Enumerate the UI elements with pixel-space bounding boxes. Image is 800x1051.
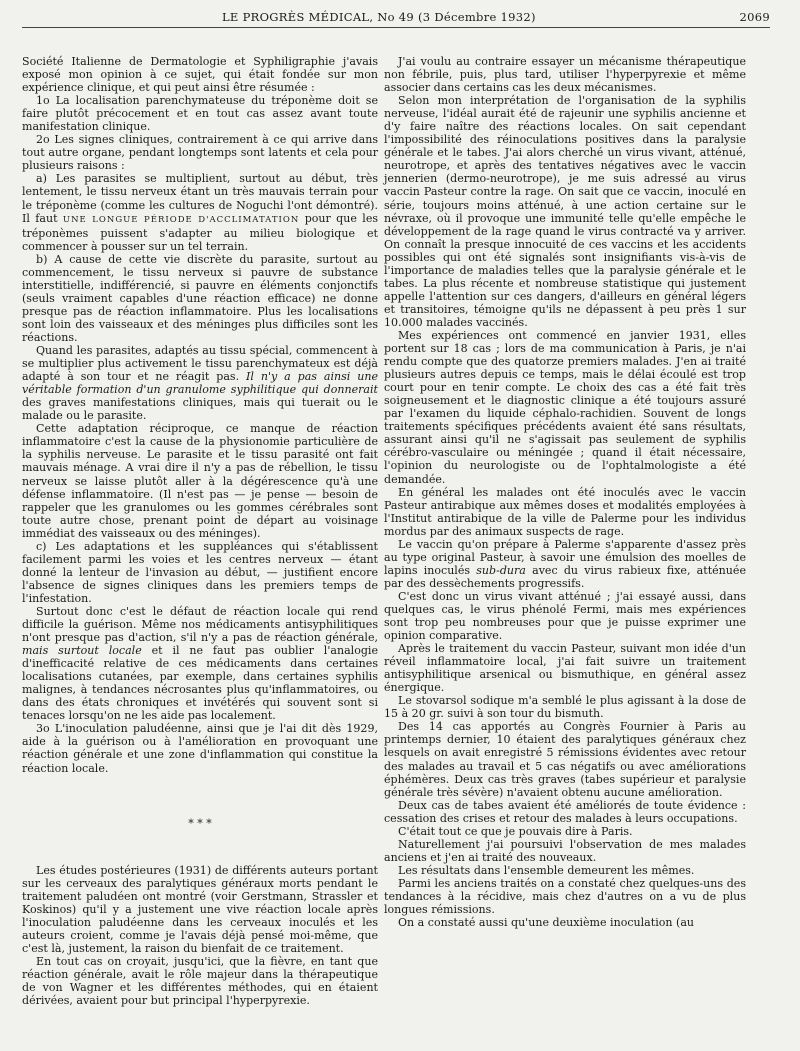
paragraph: c) Les adaptations et les suppléances qui s'établissent facilement parmi les voies et les centres nerveux — étant donné la lenteur de l'invasion au début, — justifient encore l'absence de signes cliniques dans les premiers temps de l'infestation. <box>22 539 378 605</box>
text-run: des graves manifestations cliniques, mais qui tuerait ou le malade ou le parasite. <box>22 396 378 423</box>
paragraph: Naturellement j'ai poursuivi l'observation de mes malades anciens et j'en ai traité des nouveaux. <box>384 837 746 864</box>
paragraph: Des 14 cas apportés au Congrès Fournier à Paris au printemps dernier, 10 étaient des paralytiques généraux chez lesquels on avait enregistré 5 rémissions évidentes avec retour des malades au travail et 5 cas négatifs ou avec améliorations éphémères. Deux cas très graves (tabes supérieur et paralysie générale très sévère) n'avaient obtenu aucune amélioration. <box>384 720 746 799</box>
text-run: Le vaccin qu'on prépare à Palerme s'apparente d'assez près au type original Pasteur, à savoir une émulsion des moelles de lapins inoculés <box>384 537 746 577</box>
paragraph: En général les malades ont été inoculés avec le vaccin Pasteur antirabique aux mêmes doses et modalités employées à l'Institut antirabique de la ville de Palerme pour les individus mordus par des animaux suspects de rage. <box>384 485 746 538</box>
italic-emphasis: mais surtout locale <box>22 644 142 658</box>
text-run: pour que les tréponèmes puissent s'adapter au milieu biologique et commencer à pousser sur un tel terrain. <box>22 211 379 253</box>
small-caps-emphasis: UNE LONGUE PÉRIODE D'ACCLIMATATION <box>62 214 300 225</box>
paragraph <box>22 172 378 252</box>
right-column <box>384 55 746 929</box>
paragraph: J'ai voulu au contraire essayer un mécanisme thérapeutique non fébrile, puis, plus tard, utiliser l'hyperpyrexie et même associer dans certains cas les deux mécanismes. <box>384 55 746 95</box>
paragraph: Société Italienne de Dermatologie et Syphiligraphie j'avais exposé mon opinion à ce sujet, qui était fondée sur mon expérience clinique, et qui peut ainsi être résumée : <box>22 55 378 95</box>
paragraph: 2o Les signes cliniques, contrairement à ce qui arrive dans tout autre organe, pendant longtemps sont latents et cela pour plusieurs raisons : <box>22 133 378 173</box>
paragraph: b) A cause de cette vie discrète du parasite, surtout au commencement, le tissu nerveux si pauvre de substance interstitielle, indifférencié, si pauvre en éléments conjonctifs (seuls vraiment capables d'une réaction efficace) ne donne presque pas de réaction inflammatoire. Plus les localisations sont loin des vaisseaux et des méninges plus difficiles sont les réactions. <box>22 252 378 344</box>
paragraph: 1o La localisation parenchymateuse du tréponème doit se faire plutôt précocement et en tout cas assez avant toute manifestation clinique. <box>22 94 378 134</box>
page-number: 2069 <box>739 10 770 24</box>
running-header <box>22 6 770 28</box>
paragraph: Les études postérieures (1931) de différents auteurs portant sur les cerveaux des paralytiques généraux morts pendant le traitement paludéen ont montré (voir Gerstmann, Strassler et Koskinos) qu'il y a justement une vive réaction locale après l'inoculation paludéenne dans les cerveaux inoculés et les auteurs croient, comme je l'avais déjà pensé moi-même, que c'est là, justement, la raison du bienfait de ce traitement. <box>22 863 378 955</box>
paragraph <box>22 605 378 722</box>
text-run: avec du virus rabieux fixe, atténuée par des dessèchements progressifs. <box>384 563 746 590</box>
left-column <box>22 55 378 1007</box>
paragraph: Selon mon interprétation de l'organisation de la syphilis nerveuse, l'idéal aurait été de rajeunir une syphilis ancienne et d'y faire naître des réactions locales. On sait cependant l'impossibilité des réinoculations positives dans la paralysie générale et le tabes. J'ai alors cherché un virus vivant, atténué, neurotrope, et après des tentatives négatives avec le vaccin jennerien (dermo-neurotrope), je me suis adressé au virus vaccin Pasteur contre la rage. On sait que ce vaccin, inoculé en série, toujours moins atténué, à une action certaine sur le névraxe, où il provoque une immunité telle qu'elle empêche le développement de la rage quand le virus contracté va y arriver. On connaît la presque innocuité de ces vaccins et les accidents possibles qui ont été signalés sont insignifiants vis-à-vis de l'importance de maladies telles que la paralysie générale et le tabes. La plus récente et nombreuse statistique qui justement appelle l'attention sur ces dangers, d'ailleurs en général légers et transitoires, témoigne qu'ils ne dépassent à peu près 1 sur 10.000 malades vaccinés. <box>384 94 746 329</box>
section-separator: * * * <box>188 816 212 830</box>
paragraph <box>22 344 378 422</box>
journal-title: LE PROGRÈS MÉDICAL, No 49 (3 Décembre 1932) <box>222 10 536 24</box>
paragraph: Les résultats dans l'ensemble demeurent les mêmes. <box>398 863 695 877</box>
paragraph: Deux cas de tabes avaient été améliorés de toute évidence : cessation des crises et retour des malades à leurs occupations. <box>384 798 746 825</box>
paragraph: C'est donc un virus vivant atténué ; j'ai essayé aussi, dans quelques cas, le virus phénolé Fermi, mais mes expériences sont trop peu nombreuses pour que je puisse exprimer une opinion comparative. <box>384 589 746 643</box>
paragraph: Cette adaptation réciproque, ce manque de réaction inflammatoire c'est la cause de la physionomie particulière de la syphilis nerveuse. Le parasite et le tissu parasité ont fait mauvais ménage. A vrai dire il n'y a pas de rébellion, le tissu nerveux se laisse plutôt aller à la dégérescence qu'à une défense inflammatoire. (Il n'est pas — je pense — besoin de rappeler que les granulomes ou les gommes cérébrales sont toute autre chose, prenant point de départ au voisinage immédiat des vaisseaux ou des méninges). <box>22 422 378 540</box>
paragraph: Après le traitement du vaccin Pasteur, suivant mon idée d'un réveil inflammatoire local, j'ai fait suivre un traitement antisyphilitique arsenical ou bismuthique, en général assez énergique. <box>384 642 746 695</box>
paragraph: Parmi les anciens traités on a constaté chez quelques-uns des tendances à la récidive, mais chez d'autres on a vu de plus longues rémissions. <box>384 876 746 917</box>
text-run: et il ne faut pas oublier l'analogie d'inefficacité relative de ces médicaments dans certaines localisations cutanées, par exemple, dans certaines syphilis malignes, à tendances nécrosantes plus qu'inflammatoires, ou dans des états chroniques et invétérés qui souvent sont si tenaces lorsqu'on ne les aide pas localement. <box>22 644 378 723</box>
paragraph: Mes expériences ont commencé en janvier 1931, elles portent sur 18 cas ; lors de ma communication à Paris, je n'ai rendu compte que des quatorze premiers malades. J'en ai traité plusieurs autres depuis ce temps, mais le délai écoulé est trop court pour en tenir compte. Le choix des cas a été fait très soigneusement et le diagnostic clinique a été toujours assuré par l'examen du liquide céphalo-rachidien. Souvent de longs traitements spécifiques précédents avaient été sans résultats, assurant ainsi qu'il ne s'agissait pas seulement de syphilis cérébro-vasculaire ou méningée ; quand il était nécessaire, l'opinion du neurologiste ou de l'ophtalmologiste a été demandée. <box>384 328 746 486</box>
paragraph: On a constaté aussi qu'une deuxième inoculation (au <box>398 916 695 930</box>
paragraph: Le stovarsol sodique m'a semblé le plus agissant à la dose de 15 à 20 gr. suivi à son tour du bismuth. <box>384 694 746 721</box>
text-run: Quand les parasites, adaptés au tissu spécial, commencent à se multiplier plus activement le tissu parenchymateux est déjà adapté à son tour et ne réagit pas. <box>22 344 378 384</box>
text-run: a) Les parasites se multiplient, surtout au début, très lentement, le tissu nerveux étant un très mauvais terrain pour le tréponème (comme les cultures de Noguchi l'ont démontré). Il faut <box>22 172 378 225</box>
text-run: Surtout donc c'est le défaut de réaction locale qui rend difficile la guérison. Même nos médicaments antisyphilitiques n'ont presque pas d'action, s'il n'y a pas de réaction générale, <box>22 604 378 645</box>
paragraph: 3o L'inoculation paludéenne, ainsi que je l'ai dit dès 1929, aide à la guérison ou à l'amélioration en provoquant une réaction générale et une zone d'inflammation qui constitue la réaction locale. <box>22 722 378 775</box>
paragraph: C'était tout ce que je pouvais dire à Paris. <box>398 824 633 838</box>
paragraph <box>384 538 746 590</box>
paragraph: En tout cas on croyait, jusqu'ici, que la fièvre, en tant que réaction générale, avait le rôle majeur dans la thérapeutique de von Wagner et les différentes méthodes, qui en étaient dérivées, avaient pour but principal l'hyperpyrexie. <box>22 954 378 1008</box>
header-rule <box>22 27 770 28</box>
italic-emphasis: sub-dura <box>476 563 526 577</box>
italic-emphasis: Il n'y a pas ainsi une véritable formation d'un granulome syphilitique qui donnerait <box>22 370 379 397</box>
